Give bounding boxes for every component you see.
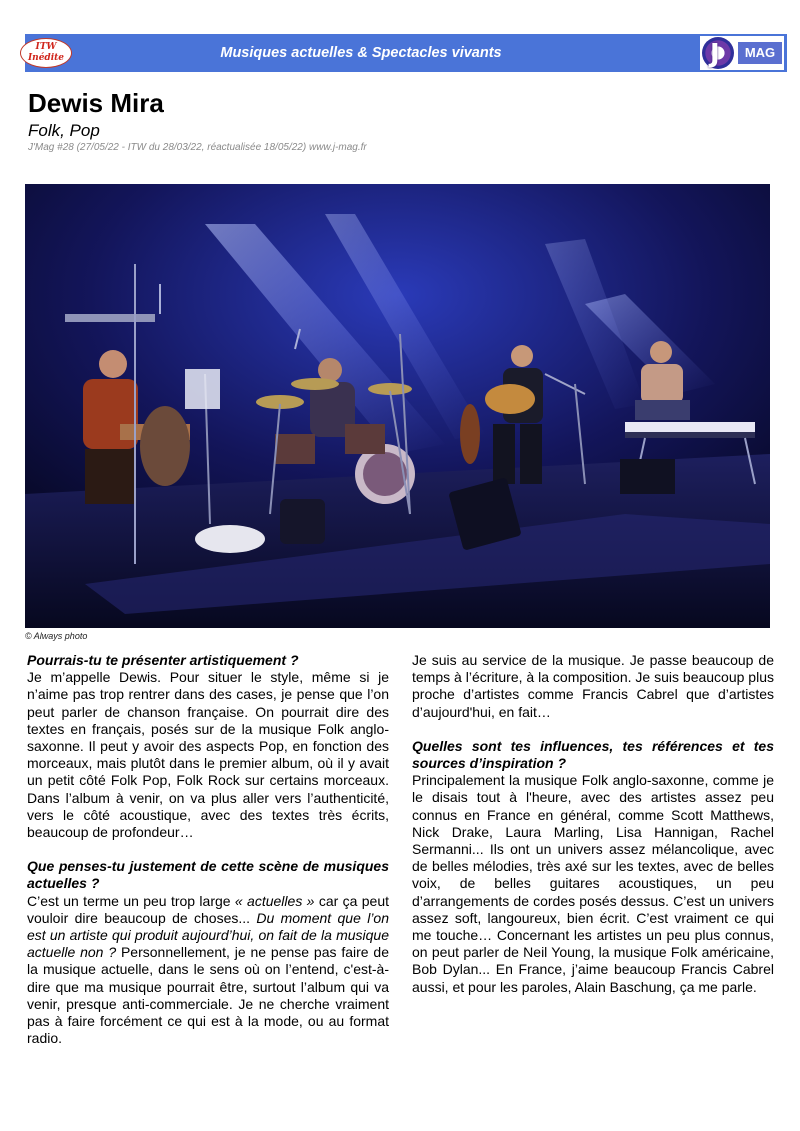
answer-2: [27, 893, 389, 1048]
answer-2-part-3: Personnellement, je ne pense pas faire de la musique actuelle, dans le sens où on l’entend, c'est-à-dire que ma musique pourrait être, surtout l’album qui va venir, presque anti-commerciale. Je ne cherche vraiment pas à faire forcément ce qui est à la mode, ou au format radio.: [27, 944, 390, 1047]
right-column: [412, 652, 774, 1013]
logo-text: MAG: [738, 42, 782, 64]
issue-meta: J'Mag #28 (27/05/22 - ITW du 28/03/22, réactualisée 18/05/22) www.j-mag.fr: [28, 142, 367, 153]
left-column: [27, 652, 389, 1064]
answer-2-italic: Du moment que l’on est un artiste qui produit aujourd’hui, on fait de la musique actuelle non ?: [27, 909, 389, 961]
page-title: Dewis Mira: [28, 88, 164, 118]
answer-2-part-2: car ça peut vouloir dire beaucoup de choses...: [27, 892, 390, 926]
question-3: Quelles sont tes influences, tes références et tes sources d’inspiration ?: [412, 737, 774, 772]
concert-photo: [25, 184, 770, 628]
header-banner: [25, 34, 787, 72]
badge-line-2: Inédite: [27, 53, 65, 63]
genre-subtitle: Folk, Pop: [28, 121, 100, 140]
answer-2-continued: Je suis au service de la musique. Je passe beaucoup de temps à l’écriture, à la composition. Je suis beaucoup plus proche d’artistes comme Francis Cabrel que d’artistes d’aujourd'hui, en fait…: [412, 652, 774, 720]
photo-credit: © Always photo: [25, 631, 88, 641]
badge-line-1: ITW: [35, 42, 57, 52]
answer-1: Je m’appelle Dewis. Pour situer le style, même si je n’aime pas trop rentrer dans des cases, je pense que l’on peut parler de chanson française. On pourrait dire des textes en français, posés sur de la musique Folk anglo-saxonne. Il peut y avoir des aspects Pop, en fonction des morceaux, mais plutôt dans le premier album, où il y avait un petit côté Folk Pop, Folk Rock sur certains morceaux. Dans l’album à venir, on va plus aller vers l’authenticité, vers le côté acoustique, avec des textes très écrits, beaucoup de profondeur…: [27, 669, 389, 841]
answer-3: Principalement la musique Folk anglo-saxonne, comme je le disais tout à l'heure, avec des artistes assez peu connus en France en général, comme Scott Matthews, Nick Drake, Laura Marling, Lisa Hannigan, Rachel Sermanni... Ils ont un univers assez mélancolique, avec de belles mélodies, très axé sur les textes, avec de belles voix, de belles guitares acoustiques, un peu d’arrangements de cordes posés dessus. C’est un univers assez soft, langoureux, bien écrit. C’est vraiment ce qui me touche… Concernant les artistes un peu plus connus, on peut parler de Neil Young, la musique Folk américaine, Bob Dylan... En France, j’aime beaucoup Francis Cabrel aussi, et pour les paroles, Alain Baschung, ça me parle.: [412, 772, 774, 995]
answer-2-part-1: C’est un terme un peu trop large: [27, 892, 235, 909]
itw-badge: [20, 38, 72, 68]
banner-title: Musiques actuelles & Spectacles vivants: [220, 45, 502, 61]
question-2: Que penses-tu justement de cette scène de musiques actuelles ?: [27, 858, 389, 892]
jmag-logo: [700, 36, 784, 70]
answer-2-quote: « actuelles »: [234, 892, 315, 909]
logo-letter: J: [710, 39, 720, 69]
question-1: Pourrais-tu te présenter artistiquement ?: [27, 652, 299, 668]
